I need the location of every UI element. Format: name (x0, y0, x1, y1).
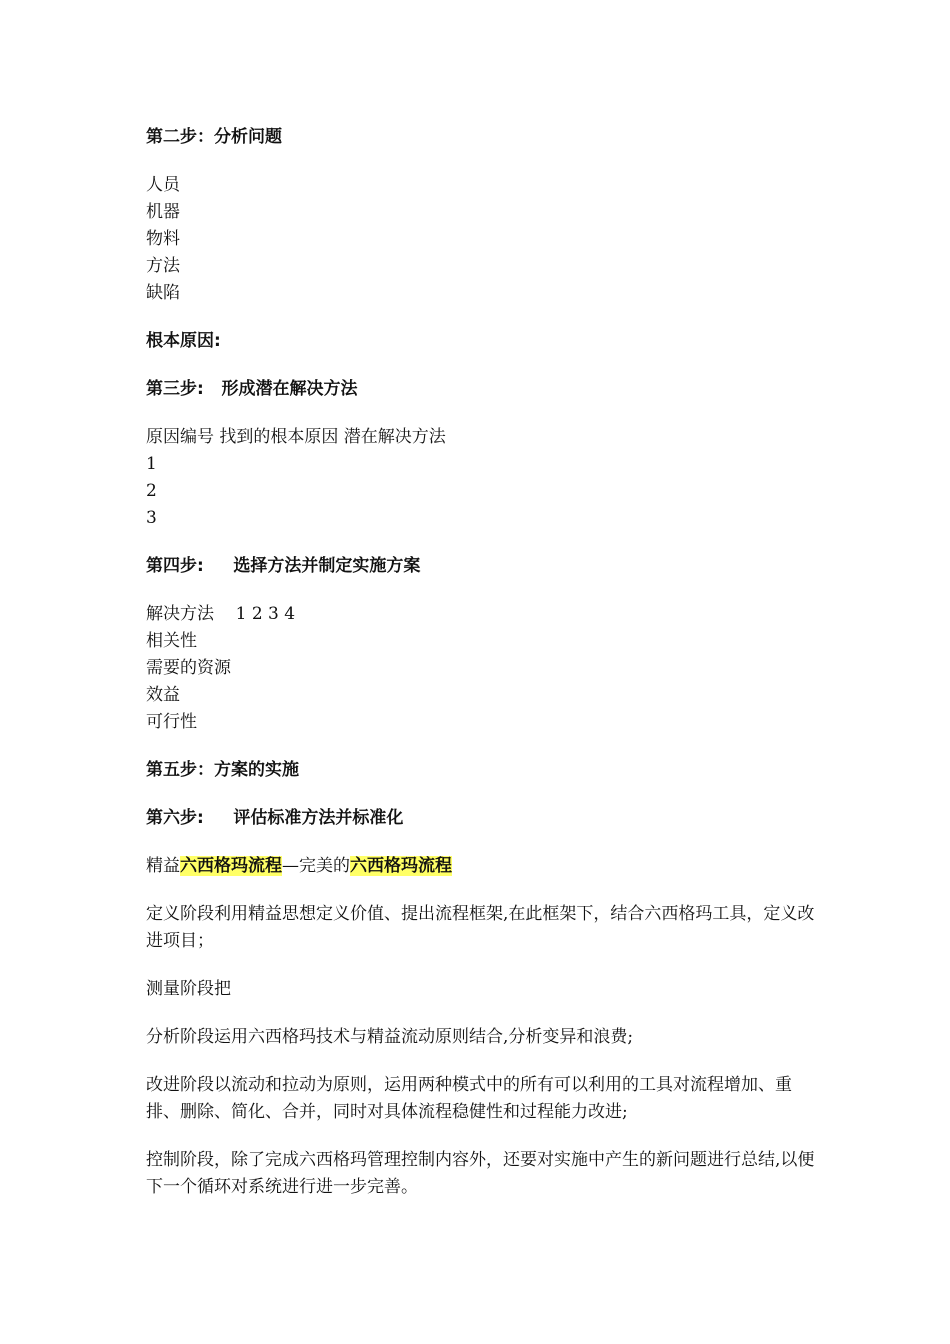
title-middle: —完美的 (282, 856, 350, 876)
step4-heading: 第四步: 选择方法并制定实施方案 (146, 556, 421, 576)
list-item: 缺陷 (146, 283, 180, 303)
step2-list (146, 172, 816, 307)
list-item: 机器 (146, 202, 180, 222)
list-item: 人员 (146, 175, 180, 195)
table-row: 1 (146, 454, 157, 474)
lean-six-sigma-title (146, 853, 816, 880)
analyze-phase-paragraph: 分析阶段运用六西格玛技术与精益流动原则结合,分析变异和浪费; (146, 1027, 634, 1047)
table-header: 原因编号 找到的根本原因 潜在解决方法 (146, 427, 446, 447)
root-cause-heading: 根本原因: (146, 331, 221, 351)
step6-heading: 第六步: 评估标准方法并标准化 (146, 808, 404, 828)
step5-heading: 第五步：方案的实施 (146, 760, 299, 780)
title-prefix: 精益 (146, 856, 180, 876)
control-phase-paragraph: 控制阶段，除了完成六西格玛管理控制内容外，还要对实施中产生的新问题进行总结,以便下一个循环对系统进行进一步完善。 (146, 1150, 815, 1197)
define-phase-paragraph: 定义阶段利用精益思想定义价值、提出流程框架,在此框架下，结合六西格玛工具，定义改进项目； (146, 904, 815, 951)
list-item: 解决方法 1 2 3 4 (146, 604, 296, 624)
step3-heading: 第三步: 形成潜在解决方法 (146, 379, 358, 399)
list-item: 方法 (146, 256, 180, 276)
list-item: 相关性 (146, 631, 197, 651)
step3-table (146, 424, 816, 532)
table-row: 3 (146, 508, 157, 528)
step4-list (146, 601, 816, 736)
list-item: 可行性 (146, 712, 197, 732)
list-item: 效益 (146, 685, 180, 705)
table-row: 2 (146, 481, 157, 501)
step2-heading: 第二步：分析问题 (146, 127, 282, 147)
list-item: 需要的资源 (146, 658, 231, 678)
list-item: 物料 (146, 229, 180, 249)
improve-phase-paragraph: 改进阶段以流动和拉动为原则，运用两种模式中的所有可以利用的工具对流程增加、重排、删除、简化、合并，同时对具体流程稳健性和过程能力改进; (146, 1075, 792, 1122)
document-page (146, 124, 816, 1201)
measure-phase-paragraph: 测量阶段把 (146, 979, 231, 999)
highlight-six-sigma-process-2: 六西格玛流程 (350, 856, 452, 876)
highlight-six-sigma-process: 六西格玛流程 (180, 856, 282, 876)
